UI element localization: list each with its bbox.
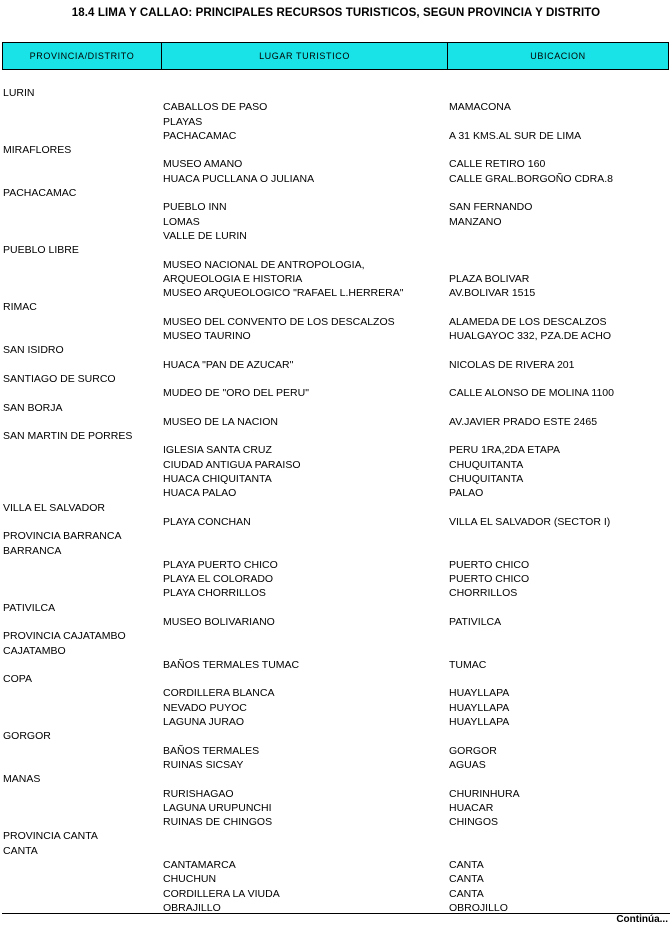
table-row — [0, 772, 672, 786]
cell-lugar-turistico: HUACA PALAO — [163, 487, 237, 500]
cell-lugar-turistico: BAÑOS TERMALES TUMAC — [163, 658, 300, 671]
cell-ubicacion: PERU 1RA,2DA ETAPA — [449, 444, 561, 457]
table-row — [0, 100, 672, 114]
cell-provincia-distrito: VILLA EL SALVADOR — [3, 501, 105, 514]
cell-ubicacion: OBROJILLO — [449, 901, 508, 914]
cell-ubicacion: CHORRILLOS — [449, 587, 518, 600]
header-provincia-distrito: PROVINCIA/DISTRITO — [3, 43, 162, 69]
table-row — [0, 443, 672, 457]
cell-provincia-distrito: SAN BORJA — [3, 401, 63, 414]
table-row — [0, 615, 672, 629]
table-row — [0, 286, 672, 300]
cell-lugar-turistico: ARQUEOLOGIA E HISTORIA — [163, 272, 303, 285]
header-ubicacion: UBICACION — [530, 51, 586, 61]
table-row — [0, 729, 672, 743]
cell-lugar-turistico: LOMAS — [163, 215, 200, 228]
cell-lugar-turistico: CANTAMARCA — [163, 859, 236, 872]
table-row — [0, 558, 672, 572]
table-row — [0, 258, 672, 272]
table-row — [0, 715, 672, 729]
cell-ubicacion: TUMAC — [449, 658, 487, 671]
cell-ubicacion: CHURINHURA — [449, 787, 520, 800]
cell-ubicacion: A 31 KMS.AL SUR DE LIMA — [449, 129, 582, 142]
cell-lugar-turistico: PLAYA CHORRILLOS — [163, 587, 266, 600]
table-row — [0, 658, 672, 672]
table-row — [0, 801, 672, 815]
cell-ubicacion: CANTA — [449, 873, 484, 886]
table-row — [0, 815, 672, 829]
table-row — [0, 358, 672, 372]
cell-ubicacion: CALLE GRAL.BORGOÑO CDRA.8 — [449, 172, 613, 185]
table-row — [0, 686, 672, 700]
cell-provincia-distrito: RIMAC — [3, 301, 37, 314]
cell-lugar-turistico: CIUDAD ANTIGUA PARAISO — [163, 458, 301, 471]
table-row — [0, 701, 672, 715]
table-row — [0, 472, 672, 486]
cell-ubicacion: AGUAS — [449, 758, 486, 771]
cell-ubicacion: PLAZA BOLIVAR — [449, 272, 530, 285]
cell-ubicacion: CHINGOS — [449, 816, 499, 829]
cell-ubicacion: NICOLAS DE RIVERA 201 — [449, 358, 575, 371]
cell-lugar-turistico: HUACA CHIQUITANTA — [163, 473, 272, 486]
table-row — [0, 586, 672, 600]
table-row — [0, 229, 672, 243]
cell-ubicacion: PALAO — [449, 487, 484, 500]
cell-provincia-distrito: PROVINCIA CAJATAMBO — [3, 630, 126, 643]
cell-lugar-turistico: OBRAJILLO — [163, 901, 221, 914]
table-row — [0, 544, 672, 558]
table-row — [0, 887, 672, 901]
table-row — [0, 829, 672, 843]
table-row — [0, 115, 672, 129]
cell-ubicacion: HUACAR — [449, 801, 494, 814]
table-row — [0, 529, 672, 543]
cell-lugar-turistico: MUSEO AMANO — [163, 158, 243, 171]
cell-ubicacion: MAMACONA — [449, 101, 511, 114]
cell-ubicacion: AV.BOLIVAR 1515 — [449, 287, 536, 300]
table-row — [0, 486, 672, 500]
cell-provincia-distrito: SAN MARTIN DE PORRES — [3, 430, 133, 443]
cell-lugar-turistico: PLAYA CONCHAN — [163, 515, 251, 528]
cell-ubicacion: MANZANO — [449, 215, 502, 228]
cell-lugar-turistico: MUSEO TAURINO — [163, 330, 251, 343]
cell-ubicacion: PATIVILCA — [449, 615, 502, 628]
cell-lugar-turistico: MUSEO DEL CONVENTO DE LOS DESCALZOS — [163, 315, 395, 328]
cell-ubicacion: HUAYLLAPA — [449, 701, 510, 714]
table-row — [0, 272, 672, 286]
table-row — [0, 872, 672, 886]
table-row — [0, 515, 672, 529]
cell-lugar-turistico: MUSEO ARQUEOLOGICO "RAFAEL L.HERRERA" — [163, 287, 404, 300]
table-row — [0, 458, 672, 472]
table-row — [0, 672, 672, 686]
cell-lugar-turistico: PACHACAMAC — [163, 129, 237, 142]
cell-ubicacion: CHUQUITANTA — [449, 458, 524, 471]
cell-lugar-turistico: MUDEO DE "ORO DEL PERU" — [163, 387, 309, 400]
table-row — [0, 601, 672, 615]
table-row — [0, 86, 672, 100]
cell-ubicacion: HUALGAYOC 332, PZA.DE ACHO — [449, 330, 612, 343]
cell-ubicacion: CHUQUITANTA — [449, 473, 524, 486]
table-row — [0, 200, 672, 214]
cell-ubicacion: GORGOR — [449, 744, 497, 757]
cell-provincia-distrito: PACHACAMAC — [3, 187, 77, 200]
cell-provincia-distrito: LURIN — [3, 87, 35, 99]
table-row — [0, 758, 672, 772]
cell-provincia-distrito: SANTIAGO DE SURCO — [3, 372, 116, 385]
table-row — [0, 372, 672, 386]
cell-lugar-turistico: CHUCHUN — [163, 873, 217, 886]
cell-ubicacion: AV.JAVIER PRADO ESTE 2465 — [449, 415, 598, 428]
cell-ubicacion: CALLE ALONSO DE MOLINA 1100 — [449, 387, 614, 400]
table-row — [0, 343, 672, 357]
cell-provincia-distrito: CANTA — [3, 844, 38, 857]
cell-ubicacion: HUAYLLAPA — [449, 687, 510, 700]
table-row — [0, 501, 672, 515]
cell-lugar-turistico: BAÑOS TERMALES — [163, 744, 260, 757]
cell-provincia-distrito: PUEBLO LIBRE — [3, 244, 79, 257]
cell-lugar-turistico: LAGUNA URUPUNCHI — [163, 801, 272, 814]
cell-provincia-distrito: GORGOR — [3, 730, 51, 743]
cell-lugar-turistico: MUSEO NACIONAL DE ANTROPOLOGIA, — [163, 258, 365, 271]
cell-lugar-turistico: CORDILLERA LA VIUDA — [163, 887, 280, 900]
cell-lugar-turistico: PUEBLO INN — [163, 201, 227, 214]
table-row — [0, 858, 672, 872]
table-row — [0, 243, 672, 257]
table-body — [0, 86, 672, 915]
cell-provincia-distrito: PATIVILCA — [3, 601, 56, 614]
header-lugar-turistico: LUGAR TURISTICO — [162, 43, 448, 69]
cell-lugar-turistico: PLAYA EL COLORADO — [163, 573, 274, 586]
cell-lugar-turistico: RUINAS SICSAY — [163, 758, 244, 771]
cell-provincia-distrito: PROVINCIA BARRANCA — [3, 530, 122, 543]
table-row — [0, 386, 672, 400]
continued-note: Continúa... — [616, 914, 668, 925]
table-row — [0, 186, 672, 200]
table-row — [0, 315, 672, 329]
table-row — [0, 401, 672, 415]
table-row — [0, 644, 672, 658]
cell-ubicacion: PUERTO CHICO — [449, 558, 530, 571]
cell-ubicacion: VILLA EL SALVADOR (SECTOR I) — [449, 515, 611, 528]
footer-divider — [2, 913, 670, 914]
cell-lugar-turistico: MUSEO BOLIVARIANO — [163, 615, 275, 628]
cell-provincia-distrito: SAN ISIDRO — [3, 344, 64, 357]
cell-lugar-turistico: HUACA "PAN DE AZUCAR" — [163, 358, 294, 371]
cell-lugar-turistico: CORDILLERA BLANCA — [163, 687, 275, 700]
cell-lugar-turistico: HUACA PUCLLANA O JULIANA — [163, 172, 315, 185]
cell-ubicacion: CANTA — [449, 859, 484, 872]
table-row — [0, 157, 672, 171]
cell-ubicacion: PUERTO CHICO — [449, 573, 530, 586]
cell-ubicacion: SAN FERNANDO — [449, 201, 533, 214]
cell-lugar-turistico: VALLE DE LURIN — [163, 229, 247, 242]
cell-lugar-turistico: RURISHAGAO — [163, 787, 234, 800]
cell-provincia-distrito: BARRANCA — [3, 544, 62, 557]
cell-lugar-turistico: RUINAS DE CHINGOS — [163, 816, 273, 829]
cell-lugar-turistico: PLAYA PUERTO CHICO — [163, 558, 278, 571]
table-row — [0, 172, 672, 186]
table-row — [0, 572, 672, 586]
table-header — [2, 42, 669, 70]
cell-provincia-distrito: MANAS — [3, 773, 41, 786]
cell-ubicacion: CANTA — [449, 887, 484, 900]
table-row — [0, 744, 672, 758]
cell-ubicacion: CALLE RETIRO 160 — [449, 158, 546, 171]
cell-lugar-turistico: NEVADO PUYOC — [163, 701, 247, 714]
table-row — [0, 629, 672, 643]
page-title: 18.4 LIMA Y CALLAO: PRINCIPALES RECURSOS TURISTICOS, SEGUN PROVINCIA Y DISTRITO — [71, 7, 601, 19]
table-row — [0, 300, 672, 314]
table-row — [0, 129, 672, 143]
cell-provincia-distrito: COPA — [3, 673, 32, 686]
table-row — [0, 429, 672, 443]
cell-provincia-distrito: PROVINCIA CANTA — [3, 830, 98, 843]
table-row — [0, 329, 672, 343]
cell-provincia-distrito: CAJATAMBO — [3, 644, 66, 657]
table-row — [0, 415, 672, 429]
table-row — [0, 143, 672, 157]
cell-lugar-turistico: IGLESIA SANTA CRUZ — [163, 444, 272, 457]
cell-ubicacion: ALAMEDA DE LOS DESCALZOS — [449, 315, 607, 328]
table-row — [0, 215, 672, 229]
table-row — [0, 844, 672, 858]
cell-ubicacion: HUAYLLAPA — [449, 716, 510, 729]
cell-lugar-turistico: LAGUNA JURAO — [163, 716, 245, 729]
table-row — [0, 787, 672, 801]
cell-provincia-distrito: MIRAFLORES — [3, 144, 72, 157]
cell-lugar-turistico: PLAYAS — [163, 115, 203, 128]
cell-lugar-turistico: MUSEO DE LA NACION — [163, 415, 278, 428]
cell-lugar-turistico: CABALLOS DE PASO — [163, 101, 268, 114]
